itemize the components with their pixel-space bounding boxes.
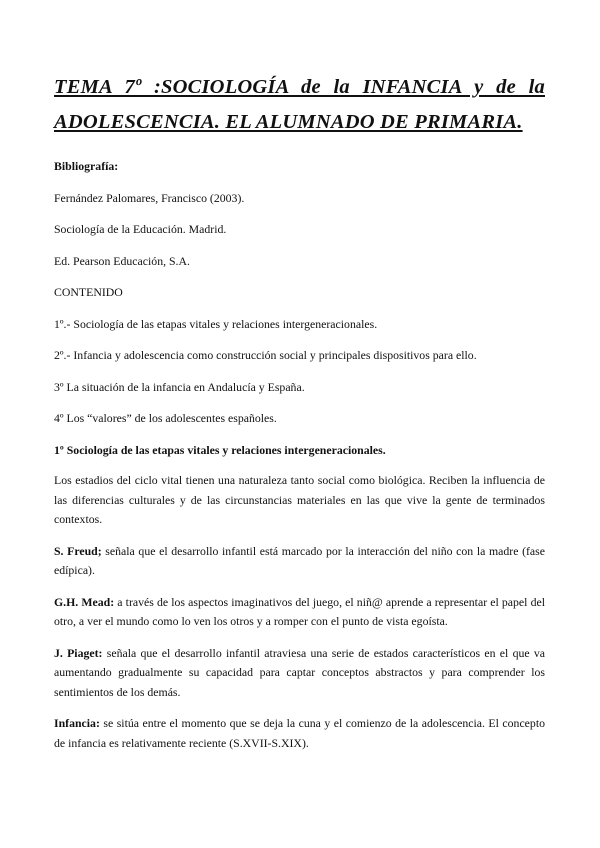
paragraph-mead <box>54 593 545 632</box>
title-line-1: TEMA 7º :SOCIOLOGÍA de la INFANCIA y de la <box>54 76 545 98</box>
text-mead: a través de los aspectos imaginativos del juego, el niñ@ aprende a representar el papel del otro, a ver el mundo como lo ven los otros y a romper con el punto de vista egoísta. <box>54 594 545 628</box>
text-freud: señala que el desarrollo infantil está marcado por la interacción del niño con la madre (fase edípica). <box>54 543 545 577</box>
contents-item: 1º.- Sociología de las etapas vitales y relaciones intergeneracionales. <box>54 316 378 331</box>
paragraph-freud <box>54 542 545 581</box>
paragraph-piaget <box>54 644 545 703</box>
text-infancia: se sitúa entre el momento que se deja la cuna y el comienzo de la adolescencia. El concepto de infancia es relativamente reciente (S.XVII-S.XIX). <box>54 716 545 750</box>
paragraph-infancia <box>54 714 545 753</box>
section-intro: Los estadios del ciclo vital tienen una naturaleza tanto social como biológica. Reciben la influencia de las diferencias culturales y de las circunstancias materiales en las que vive la gente de terminados contextos. <box>54 473 545 526</box>
text-piaget: señala que el desarrollo infantil atraviesa una serie de estados característicos en el que va aumentando gradualmente su capacidad para captar conceptos abstractos y para comprender los sentimientos de los demás. <box>54 645 545 699</box>
bibliography-heading: Bibliografía: <box>54 159 119 173</box>
term-piaget: J. Piaget: <box>54 645 103 660</box>
contents-item: 2º.- Infancia y adolescencia como construcción social y principales dispositivos para ello. <box>54 348 477 362</box>
bibliography-author: Fernández Palomares, Francisco (2003). <box>54 190 245 205</box>
bibliography-publisher: Ed. Pearson Educación, S.A. <box>54 253 190 268</box>
term-infancia: Infancia: <box>54 716 100 730</box>
term-mead: G.H. Mead: <box>54 594 115 609</box>
title-line-2: ADOLESCENCIA. EL ALUMNADO DE PRIMARIA. <box>54 111 523 133</box>
contents-item: 3º La situación de la infancia en Andalucía y España. <box>54 379 305 394</box>
section-heading: 1º Sociología de las etapas vitales y relaciones intergeneracionales. <box>54 442 386 457</box>
document-page <box>54 70 545 753</box>
term-freud: S. Freud; <box>54 543 102 558</box>
bibliography-book: Sociología de la Educación. Madrid. <box>54 222 227 236</box>
contents-heading: CONTENIDO <box>54 285 123 299</box>
contents-item: 4º Los “valores” de los adolescentes españoles. <box>54 411 277 425</box>
document-title <box>54 70 545 140</box>
